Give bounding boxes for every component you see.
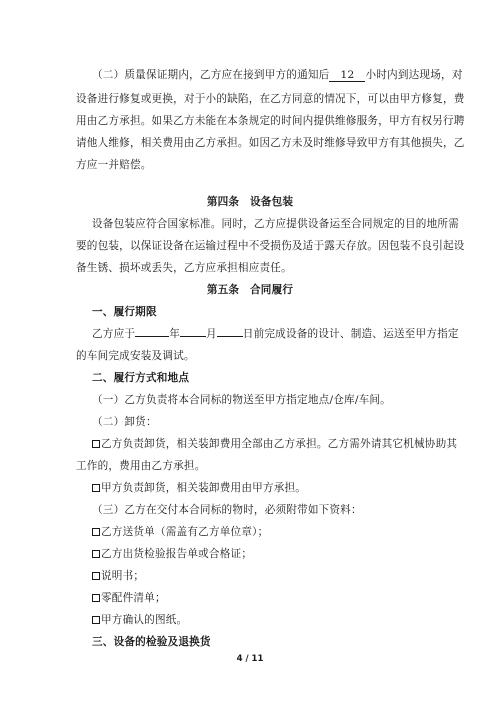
warranty-line-3: 用由乙方承担。如果乙方未能在本条规定的时间内提供维修服务，甲方有权另行聘 (76, 115, 465, 127)
day-blank (217, 336, 243, 337)
checkbox-icon[interactable] (92, 440, 100, 448)
doc-item-text: 乙方出货检验报告单或合格证； (101, 548, 253, 560)
article-4-line-1: 设备包装应符合国家标准。同时，乙方应提供设备运至合同规定的目的地所需 (92, 218, 459, 230)
doc-item (92, 613, 492, 627)
delivery-item-2: （二）卸货： (92, 416, 157, 428)
unload-option-1-text: 乙方负责卸货，相关装卸费用全部由乙方承担。乙方需外请其它机械协助其 (101, 438, 458, 450)
warranty-line-5: 方应一并赔偿。 (76, 159, 152, 171)
deadline-line-1 (92, 327, 492, 341)
doc-item (92, 569, 492, 583)
year-label: 年 (169, 328, 180, 340)
checkbox-icon[interactable] (92, 594, 100, 602)
warranty-text-post: 小时内到达现场，对 (365, 69, 463, 81)
month-label: 月 (205, 328, 217, 340)
checkbox-icon[interactable] (92, 550, 100, 558)
article-5-title: 第五条 合同履行 (206, 284, 294, 296)
doc-item-text: 甲方确认的图纸。 (101, 614, 188, 626)
delivery-item-1: （一）乙方负责将本合同标的物送至甲方指定地点/仓库/车间。 (92, 394, 391, 406)
delivery-item-3: （三）乙方在交付本合同标的物时，必须附带如下资料： (92, 504, 362, 516)
article-4-line-3: 备生锈、损坏或丢失，乙方应承担相应责任。 (76, 262, 292, 274)
article-4-line-2: 要的包装，以保证设备在运输过程中不受损伤及适于露天存放。因包装不良引起设 (76, 240, 465, 252)
deadline-text: 乙方应于 (92, 328, 136, 340)
section-2-heading: 二、履行方式和地点 (92, 372, 190, 384)
section-3-heading: 三、设备的检验及退换货 (92, 636, 211, 648)
doc-item (92, 591, 492, 605)
doc-item (92, 547, 492, 561)
unload-option-2 (92, 481, 492, 495)
warranty-line-2: 设备进行修复或更换，对于小的缺陷，在乙方同意的情况下，可以由甲方修复，费 (76, 93, 465, 105)
warranty-text: （二）质量保证期内，乙方应在接到甲方的通知后 (92, 69, 330, 81)
year-blank (135, 336, 169, 337)
month-blank (180, 336, 206, 337)
warranty-line-1 (92, 68, 492, 82)
checkbox-icon[interactable] (92, 484, 100, 492)
unload-option-1 (92, 437, 492, 451)
checkbox-icon[interactable] (92, 616, 100, 624)
deadline-line-2: 的车间完成安装及调试。 (76, 350, 195, 362)
doc-item-text: 乙方送货单（需盖有乙方单位章）； (101, 526, 269, 538)
checkbox-icon[interactable] (92, 572, 100, 580)
unload-option-1-cont: 工作的，费用由乙方承担。 (76, 460, 206, 472)
article-4-title: 第四条 设备包装 (206, 196, 294, 208)
hours-blank: 12 (329, 69, 365, 82)
unload-option-2-text: 甲方负责卸货，相关装卸费用由甲方承担。 (101, 482, 307, 494)
warranty-line-4: 请他人维修，相关费用由乙方承担。如因乙方未及时维修导致甲方有其他损失，乙 (76, 137, 465, 149)
page-number: 4 / 11 (236, 654, 264, 664)
section-1-heading: 一、履行期限 (92, 306, 157, 318)
doc-item (92, 525, 492, 539)
checkbox-icon[interactable] (92, 528, 100, 536)
doc-item-text: 零配件清单； (101, 592, 166, 604)
doc-item-text: 说明书； (101, 570, 145, 582)
deadline-text-post: 日前完成设备的设计、制造、运送至甲方指定 (242, 328, 459, 340)
